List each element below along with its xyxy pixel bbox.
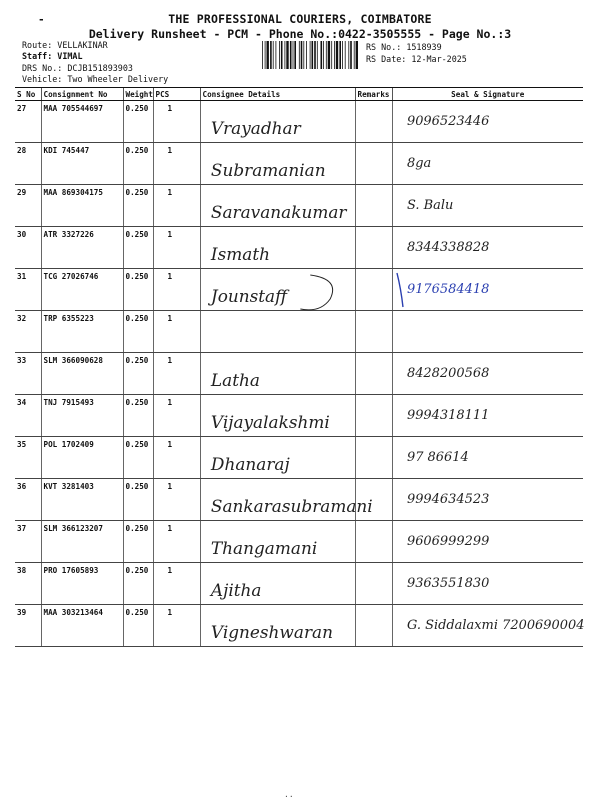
row-weight: 0.250 bbox=[123, 101, 153, 143]
signature-text: 9994634523 bbox=[406, 491, 489, 508]
signature-text: 8ga bbox=[406, 155, 431, 172]
row-consignment-no: PRO 17605893 bbox=[41, 563, 123, 605]
consignee-name: Vigneshwaran bbox=[210, 621, 333, 643]
consignee-handwriting bbox=[201, 353, 355, 394]
row-pcs-cell bbox=[153, 185, 200, 227]
row-weight: 0.250 bbox=[123, 353, 153, 395]
row-remarks bbox=[355, 521, 392, 563]
consignee-name: Saravanakumar bbox=[210, 201, 346, 223]
signature-handwriting bbox=[393, 311, 584, 352]
consignee-name: Thangamani bbox=[210, 537, 317, 559]
row-seal-signature bbox=[392, 437, 583, 479]
row-pcs-cell bbox=[153, 311, 200, 353]
row-consignee-details bbox=[200, 227, 355, 269]
col-sno: S No bbox=[15, 88, 41, 101]
row-pcs-cell bbox=[153, 563, 200, 605]
row-seal-signature bbox=[392, 563, 583, 605]
ink-stroke bbox=[300, 275, 332, 310]
row-consignee-details bbox=[200, 605, 355, 647]
row-pcs: 1 bbox=[167, 608, 173, 617]
table-row bbox=[15, 311, 583, 353]
signature-text: S. Balu bbox=[406, 197, 453, 214]
row-sno: 38 bbox=[15, 563, 41, 605]
row-weight: 0.250 bbox=[123, 395, 153, 437]
row-weight: 0.250 bbox=[123, 605, 153, 647]
signature-text: 9176584418 bbox=[406, 281, 489, 298]
row-remarks bbox=[355, 437, 392, 479]
row-pcs-cell bbox=[153, 479, 200, 521]
row-consignment-no: TNJ 7915493 bbox=[41, 395, 123, 437]
row-consignment-no: KVT 3281403 bbox=[41, 479, 123, 521]
row-consignment-no: MAA 303213464 bbox=[41, 605, 123, 647]
signature-text: G. Siddalaxmi 7200690004 bbox=[406, 617, 585, 634]
row-sno: 33 bbox=[15, 353, 41, 395]
row-consignment-no: POL 1702409 bbox=[41, 437, 123, 479]
row-pcs: 1 bbox=[167, 398, 173, 407]
table-row bbox=[15, 437, 583, 479]
signature-text: 8344338828 bbox=[406, 239, 489, 256]
row-consignee-details bbox=[200, 563, 355, 605]
consignee-handwriting bbox=[201, 605, 355, 646]
row-pcs-cell bbox=[153, 521, 200, 563]
consignee-handwriting bbox=[201, 563, 355, 604]
row-consignment-no: TCG 27026746 bbox=[41, 269, 123, 311]
drs-number: DRS No.: DCJB151893903 bbox=[22, 63, 133, 73]
signature-text: 9994318111 bbox=[406, 407, 489, 424]
consignee-name: Ajitha bbox=[210, 579, 261, 601]
row-seal-signature bbox=[392, 395, 583, 437]
row-weight: 0.250 bbox=[123, 269, 153, 311]
row-weight: 0.250 bbox=[123, 227, 153, 269]
row-pcs-cell bbox=[153, 269, 200, 311]
vehicle-label: Vehicle: Two Wheeler Delivery bbox=[22, 74, 169, 84]
row-consignee-details bbox=[200, 437, 355, 479]
row-sno: 39 bbox=[15, 605, 41, 647]
table-header-row bbox=[15, 88, 583, 101]
consignee-name: Dhanaraj bbox=[210, 453, 290, 475]
row-sno: 32 bbox=[15, 311, 41, 353]
row-consignee-details bbox=[200, 395, 355, 437]
row-pcs-cell bbox=[153, 353, 200, 395]
row-pcs-cell bbox=[153, 395, 200, 437]
row-weight: 0.250 bbox=[123, 311, 153, 353]
row-seal-signature bbox=[392, 101, 583, 143]
rs-date: RS Date: 12-Mar-2025 bbox=[366, 54, 467, 64]
table-row bbox=[15, 353, 583, 395]
consignee-handwriting bbox=[201, 311, 355, 352]
consignee-handwriting bbox=[201, 521, 355, 562]
row-seal-signature bbox=[392, 521, 583, 563]
signature-text: 97 86614 bbox=[406, 449, 469, 466]
row-sno: 27 bbox=[15, 101, 41, 143]
row-remarks bbox=[355, 185, 392, 227]
row-remarks bbox=[355, 605, 392, 647]
signature-handwriting bbox=[393, 395, 584, 436]
col-pcs: PCS bbox=[153, 88, 200, 101]
table-row bbox=[15, 227, 583, 269]
row-pcs: 1 bbox=[167, 440, 173, 449]
row-sno: 35 bbox=[15, 437, 41, 479]
signature-text: 9363551830 bbox=[406, 575, 489, 592]
table-row bbox=[15, 605, 583, 647]
signature-handwriting bbox=[393, 227, 584, 268]
row-weight: 0.250 bbox=[123, 563, 153, 605]
table-row bbox=[15, 395, 583, 437]
row-pcs-cell bbox=[153, 143, 200, 185]
signature-handwriting bbox=[393, 479, 584, 520]
row-sno: 31 bbox=[15, 269, 41, 311]
signature-text: 9606999299 bbox=[406, 533, 489, 550]
row-consignment-no: KDI 745447 bbox=[41, 143, 123, 185]
row-consignee-details bbox=[200, 353, 355, 395]
header-marker: - bbox=[38, 13, 45, 26]
row-pcs: 1 bbox=[167, 272, 173, 281]
row-seal-signature bbox=[392, 479, 583, 521]
meta-right bbox=[366, 42, 467, 65]
row-remarks bbox=[355, 227, 392, 269]
row-remarks bbox=[355, 269, 392, 311]
row-weight: 0.250 bbox=[123, 437, 153, 479]
runsheet-table bbox=[15, 87, 583, 647]
signature-handwriting bbox=[393, 143, 584, 184]
col-seal: Seal & Signature bbox=[392, 88, 583, 101]
row-pcs: 1 bbox=[167, 104, 173, 113]
page-footer-mark: ·· bbox=[284, 792, 294, 801]
row-pcs: 1 bbox=[167, 566, 173, 575]
row-weight: 0.250 bbox=[123, 479, 153, 521]
row-seal-signature bbox=[392, 227, 583, 269]
row-remarks bbox=[355, 563, 392, 605]
signature-handwriting bbox=[393, 437, 584, 478]
row-remarks bbox=[355, 311, 392, 353]
row-consignee-details bbox=[200, 269, 355, 311]
row-seal-signature bbox=[392, 353, 583, 395]
signature-handwriting bbox=[393, 101, 584, 142]
consignee-handwriting bbox=[201, 227, 355, 268]
signature-handwriting bbox=[393, 269, 584, 310]
row-consignment-no: ATR 3327226 bbox=[41, 227, 123, 269]
table-row bbox=[15, 563, 583, 605]
signature-handwriting bbox=[393, 521, 584, 562]
row-remarks bbox=[355, 353, 392, 395]
row-consignee-details bbox=[200, 185, 355, 227]
consignee-handwriting bbox=[201, 479, 373, 520]
row-pcs-cell bbox=[153, 101, 200, 143]
row-seal-signature bbox=[392, 185, 583, 227]
table-row bbox=[15, 479, 583, 521]
consignee-name: Vijayalakshmi bbox=[210, 411, 330, 433]
signature-handwriting bbox=[393, 353, 584, 394]
table-row bbox=[15, 521, 583, 563]
row-consignment-no: MAA 705544697 bbox=[41, 101, 123, 143]
signature-handwriting bbox=[393, 185, 584, 226]
table-row bbox=[15, 185, 583, 227]
meta-left bbox=[22, 40, 168, 85]
signature-handwriting bbox=[393, 605, 584, 646]
signature-handwriting bbox=[393, 563, 584, 604]
row-pcs: 1 bbox=[167, 146, 173, 155]
row-consignee-details bbox=[200, 479, 373, 521]
row-pcs: 1 bbox=[167, 230, 173, 239]
barcode-image bbox=[262, 41, 356, 69]
row-weight: 0.250 bbox=[123, 185, 153, 227]
row-pcs: 1 bbox=[167, 482, 173, 491]
staff-label: Staff: VIMAL bbox=[22, 51, 83, 61]
signature-text: 8428200568 bbox=[406, 365, 489, 382]
row-sno: 28 bbox=[15, 143, 41, 185]
table-row bbox=[15, 143, 583, 185]
consignee-name: Ismath bbox=[210, 243, 270, 265]
row-seal-signature bbox=[392, 143, 583, 185]
col-consignment: Consignment No bbox=[41, 88, 123, 101]
row-pcs: 1 bbox=[167, 188, 173, 197]
ink-stroke bbox=[396, 273, 402, 307]
consignee-name: Subramanian bbox=[210, 159, 326, 181]
row-consignee-details bbox=[200, 101, 355, 143]
row-consignee-details bbox=[200, 311, 355, 353]
row-pcs: 1 bbox=[167, 356, 173, 365]
row-consignment-no: MAA 869304175 bbox=[41, 185, 123, 227]
signature-text: 9096523446 bbox=[406, 113, 489, 130]
row-remarks bbox=[355, 101, 392, 143]
row-consignee-details bbox=[200, 143, 355, 185]
row-weight: 0.250 bbox=[123, 521, 153, 563]
runsheet-subtitle: Delivery Runsheet - PCM - Phone No.:0422-3505555 - Page No.:3 bbox=[88, 27, 512, 41]
rs-number: RS No.: 1518939 bbox=[366, 42, 442, 52]
row-pcs: 1 bbox=[167, 314, 173, 323]
row-seal-signature bbox=[392, 605, 583, 647]
row-sno: 30 bbox=[15, 227, 41, 269]
consignee-handwriting bbox=[201, 185, 355, 226]
row-consignment-no: SLM 366090628 bbox=[41, 353, 123, 395]
table-row bbox=[15, 101, 583, 143]
row-seal-signature bbox=[392, 269, 583, 311]
consignee-name: Sankarasubramani bbox=[210, 495, 373, 517]
consignee-name: Latha bbox=[210, 369, 260, 391]
row-weight: 0.250 bbox=[123, 143, 153, 185]
col-weight: Weight bbox=[123, 88, 153, 101]
row-consignee-details bbox=[200, 521, 355, 563]
consignee-handwriting bbox=[201, 101, 355, 142]
table-row bbox=[15, 269, 583, 311]
row-pcs-cell bbox=[153, 605, 200, 647]
row-sno: 36 bbox=[15, 479, 41, 521]
route-label: Route: VELLAKINAR bbox=[22, 40, 108, 50]
row-seal-signature bbox=[392, 311, 583, 353]
row-remarks bbox=[355, 395, 392, 437]
consignee-handwriting bbox=[201, 437, 355, 478]
consignee-handwriting bbox=[201, 143, 355, 184]
col-remarks: Remarks bbox=[355, 88, 392, 101]
consignee-handwriting bbox=[201, 395, 355, 436]
row-pcs-cell bbox=[153, 437, 200, 479]
row-consignment-no: SLM 366123207 bbox=[41, 521, 123, 563]
row-sno: 37 bbox=[15, 521, 41, 563]
row-remarks bbox=[355, 143, 392, 185]
row-pcs-cell bbox=[153, 227, 200, 269]
row-pcs: 1 bbox=[167, 524, 173, 533]
company-title: THE PROFESSIONAL COURIERS, COIMBATORE bbox=[168, 12, 432, 26]
row-consignment-no: TRP 6355223 bbox=[41, 311, 123, 353]
consignee-handwriting bbox=[201, 269, 355, 310]
consignee-name: Jounstaff bbox=[210, 285, 287, 307]
col-consignee: Consignee Details bbox=[200, 88, 355, 101]
consignee-name: Vrayadhar bbox=[210, 117, 301, 139]
row-sno: 29 bbox=[15, 185, 41, 227]
row-sno: 34 bbox=[15, 395, 41, 437]
